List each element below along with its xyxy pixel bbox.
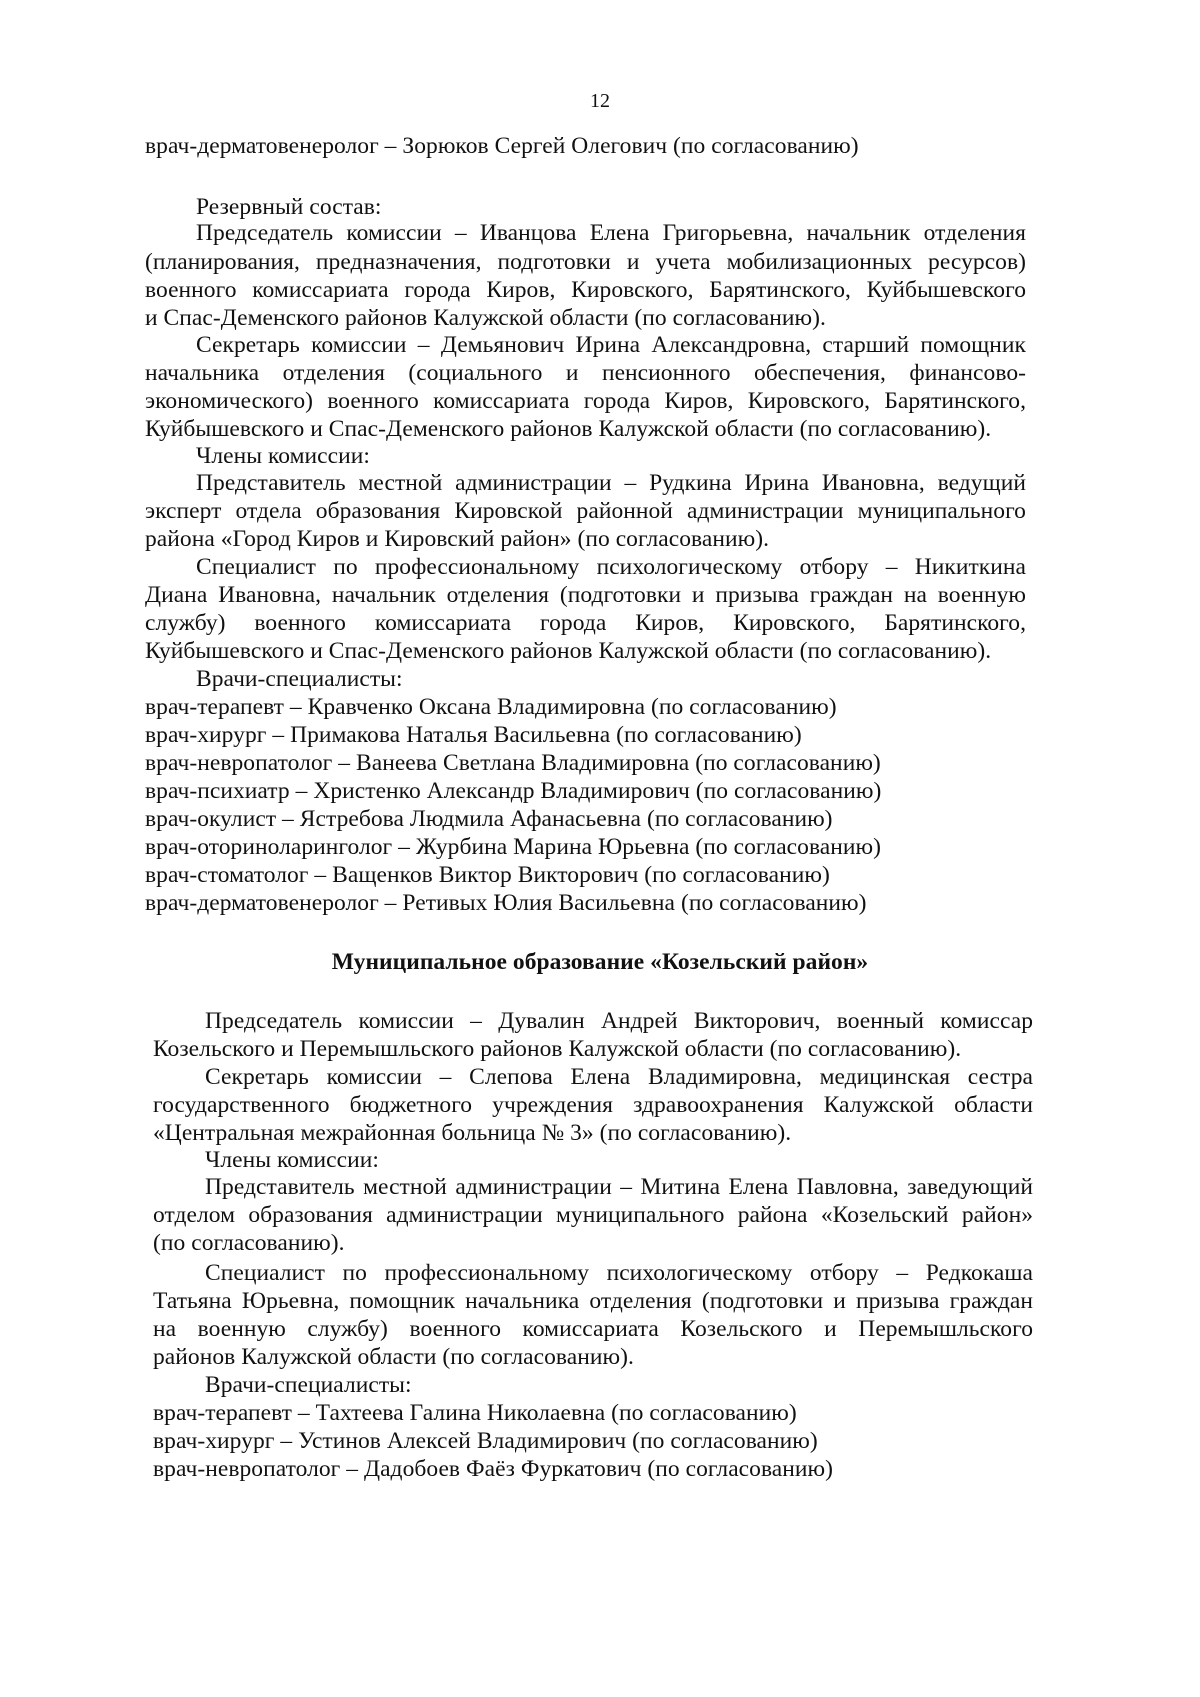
- doctor-line: врач-хирург – Устинов Алексей Владимирович (по согласованию): [153, 1428, 818, 1454]
- paragraph-line: Секретарь комиссии – Слепова Елена Владимировна, медицинская сестра: [205, 1064, 1033, 1090]
- doctor-line: врач-психиатр – Христенко Александр Владимирович (по согласованию): [145, 778, 882, 804]
- paragraph-line: и Спас-Деменского районов Калужской области (по согласованию).: [145, 305, 826, 331]
- doctor-line: врач-дерматовенеролог – Ретивых Юлия Васильевна (по согласованию): [145, 890, 867, 916]
- doctor-line: врач-хирург – Примакова Наталья Васильевна (по согласованию): [145, 722, 802, 748]
- paragraph-line: Председатель комиссии – Дувалин Андрей Викторович, военный комиссар: [205, 1008, 1033, 1034]
- page-number: 12: [590, 90, 610, 112]
- paragraph-line: «Центральная межрайонная больница № 3» (по согласованию).: [153, 1120, 792, 1146]
- paragraph-line: Куйбышевского и Спас-Деменского районов Калужской области (по согласованию).: [145, 416, 992, 442]
- paragraph-line: Представитель местной администрации – Митина Елена Павловна, заведующий: [205, 1174, 1033, 1200]
- paragraph-line: Татьяна Юрьевна, помощник начальника отделения (подготовки и призыва граждан: [153, 1288, 1033, 1314]
- paragraph-line: службу) военного комиссариата города Киров, Кировского, Барятинского,: [145, 610, 1026, 636]
- paragraph-line: отделом образования администрации муниципального района «Козельский район»: [153, 1202, 1033, 1228]
- paragraph-line: района «Город Киров и Кировский район» (по согласованию).: [145, 526, 769, 552]
- doctors-label: Врачи-специалисты:: [205, 1372, 412, 1398]
- paragraph-line: начальника отделения (социального и пенсионного обеспечения, финансово-: [145, 360, 1026, 386]
- paragraph-line: военного комиссариата города Киров, Кировского, Барятинского, Куйбышевского: [145, 277, 1026, 303]
- doctor-line: врач-окулист – Ястребова Людмила Афанасьевна (по согласованию): [145, 806, 833, 832]
- members-label: Члены комиссии:: [205, 1147, 379, 1173]
- paragraph-line: Козельского и Перемышльского районов Калужской области (по согласованию).: [153, 1036, 962, 1062]
- doctor-line: врач-терапевт – Тахтеева Галина Николаевна (по согласованию): [153, 1400, 797, 1426]
- paragraph-line: на военную службу) военного комиссариата Козельского и Перемышльского: [153, 1316, 1033, 1342]
- paragraph-line: (планирования, предназначения, подготовки и учета мобилизационных ресурсов): [145, 249, 1026, 275]
- doctor-line: врач-терапевт – Кравченко Оксана Владимировна (по согласованию): [145, 694, 837, 720]
- paragraph-line: районов Калужской области (по согласованию).: [153, 1344, 634, 1370]
- doctor-line: врач-оториноларинголог – Журбина Марина Юрьевна (по согласованию): [145, 834, 882, 860]
- members-label: Члены комиссии:: [196, 443, 370, 469]
- doctor-line: врач-стоматолог – Ващенков Виктор Викторович (по согласованию): [145, 862, 830, 888]
- paragraph-line: Секретарь комиссии – Демьянович Ирина Александровна, старший помощник: [196, 332, 1026, 358]
- doctor-line: врач-невропатолог – Дадобоев Фаёз Фуркатович (по согласованию): [153, 1456, 834, 1482]
- paragraph-line: Специалист по профессиональному психологическому отбору – Никиткина: [196, 554, 1026, 580]
- paragraph-line: (по согласованию).: [153, 1230, 345, 1256]
- paragraph-line: Представитель местной администрации – Рудкина Ирина Ивановна, ведущий: [196, 470, 1026, 496]
- paragraph-line: эксперт отдела образования Кировской районной администрации муниципального: [145, 498, 1026, 524]
- doctors-label: Врачи-специалисты:: [196, 666, 403, 692]
- paragraph-line: Куйбышевского и Спас-Деменского районов Калужской области (по согласованию).: [145, 638, 992, 664]
- doctor-line: врач-дерматовенеролог – Зорюков Сергей Олегович (по согласованию): [145, 133, 859, 159]
- paragraph-line: Председатель комиссии – Иванцова Елена Григорьевна, начальник отделения: [196, 220, 1026, 246]
- reserve-title: Резервный состав:: [196, 194, 382, 220]
- section-heading: Муниципальное образование «Козельский район»: [331, 949, 869, 975]
- paragraph-line: государственного бюджетного учреждения здравоохранения Калужской области: [153, 1092, 1033, 1118]
- doctor-line: врач-невропатолог – Ванеева Светлана Владимировна (по согласованию): [145, 750, 881, 776]
- paragraph-line: Диана Ивановна, начальник отделения (подготовки и призыва граждан на военную: [145, 582, 1026, 608]
- paragraph-line: Специалист по профессиональному психологическому отбору – Редкокаша: [205, 1260, 1033, 1286]
- paragraph-line: экономического) военного комиссариата города Киров, Кировского, Барятинского,: [145, 388, 1026, 414]
